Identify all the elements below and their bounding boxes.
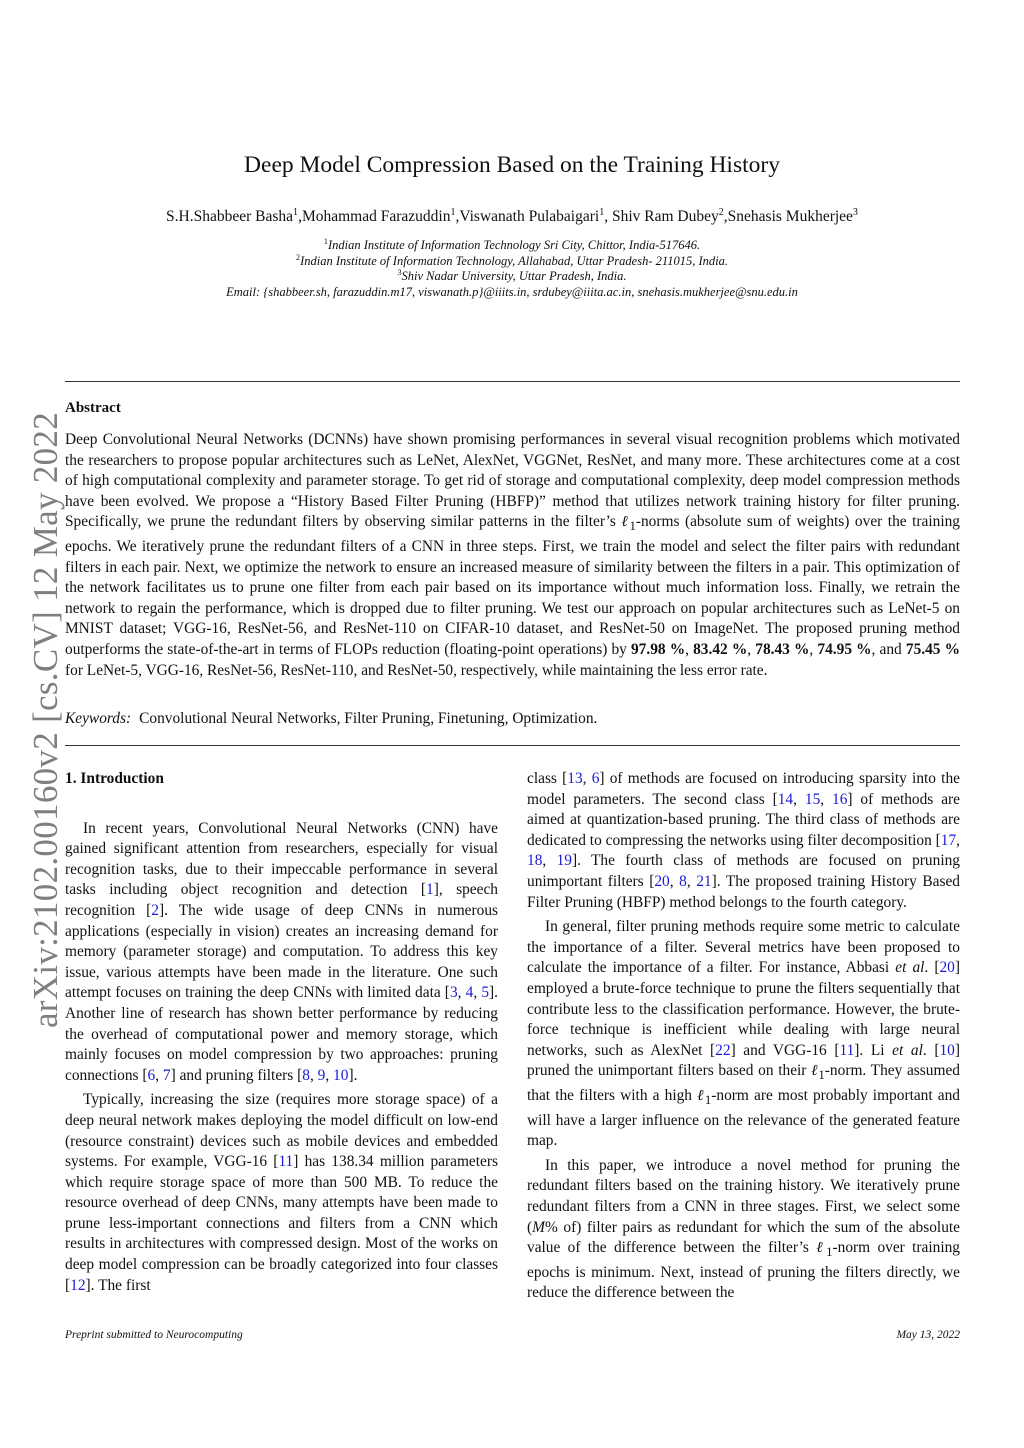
affiliation-marker: 1	[293, 206, 299, 218]
citation-link[interactable]: 20	[939, 959, 955, 977]
author-name: , Shiv Ram Dubey	[604, 208, 719, 225]
text: ] and pruning filters [	[170, 1066, 303, 1084]
affiliation-line	[0, 254, 1024, 270]
separator: ,	[747, 641, 756, 659]
flops-reduction-resnet56: 78.43 %	[755, 641, 810, 659]
affiliations	[0, 238, 1024, 300]
affiliation-marker: 3	[852, 206, 858, 218]
text: ], speech recognition [	[65, 881, 498, 919]
abstract-heading: Abstract	[65, 400, 121, 416]
ell-symbol: ℓ	[811, 1062, 819, 1080]
citation-link[interactable]: 20	[654, 872, 670, 890]
abstract-text: Deep Convolutional Neural Networks (DCNNs) have shown promising performances in several visual recognition problems which motivated the researchers to propose popular architectures such as LeNet, AlexNet, VGGNet, ResNet, and many more. These architectures come at a cost of high computational complexity and parameter storage. To get rid of storage and computational complexity, deep model compression methods have been evolved. We propose a “History Based Filter Pruning (HBFP)” method that utilizes network training history for filter pruning. Specifically, we prune the redundant filters by observing similar patterns in the filter’s	[65, 431, 960, 531]
citation-link[interactable]: 5	[481, 984, 490, 1002]
text: Typically, increasing the size (requires more storage space) of a deep neural network makes deploying the model difficult on low-end (resource constraint) devices such as mobile devices and embedded systems. For example, VGG-16 [	[65, 1091, 498, 1171]
text: . [	[922, 1041, 940, 1059]
intro-paragraph-3	[527, 769, 960, 913]
text: In general, filter pruning methods require some metric to calculate the importance of a filter. Several metrics have been proposed to calculate the importance of a filter. For instance, Abbasi	[527, 918, 960, 977]
flops-reduction-resnet50: 75.45 %	[905, 641, 961, 659]
text: ].	[348, 1066, 358, 1084]
affiliation-marker: 1	[323, 236, 328, 246]
email-line: Email: {shabbeer.sh, farazuddin.m17, viswanath.p}@iiits.in, srdubey@iiita.ac.in, snehasis.mukherjee@snu.edu.in	[226, 284, 798, 299]
text: ,	[309, 1066, 318, 1084]
ell-subscript: 1	[826, 1245, 833, 1260]
text: ,	[473, 984, 482, 1002]
separator: ,	[685, 641, 694, 659]
flops-reduction-lenet5: 97.98 %	[630, 641, 686, 659]
text: ] of methods are aimed at quantization-based pruning. The third class of methods are dedicated to compressing the networks using filter decomposition [	[527, 790, 960, 849]
citation-link[interactable]: 13	[567, 770, 583, 787]
citation-link[interactable]: 12	[70, 1276, 86, 1294]
citation-link[interactable]: 18	[527, 852, 543, 870]
section-heading-introduction: 1. Introduction	[65, 770, 164, 787]
footer-journal: Preprint submitted to Neurocomputing	[65, 1329, 243, 1341]
top-rule	[65, 381, 960, 382]
affiliation-text: Indian Institute of Information Technology, Allahabad, Uttar Pradesh- 211015, India.	[300, 253, 728, 268]
affiliation-marker: 1	[450, 206, 456, 218]
text: ]. The proposed training History Based Filter Pruning (HBFP) method belongs to the fourth category.	[527, 872, 961, 911]
affiliation-text: Shiv Nadar University, Uttar Pradesh, India.	[401, 269, 627, 283]
left-column	[65, 769, 498, 1300]
text: ] employed a brute-force technique to prune the filters sequentially that contribute less to the classification performance. However, the brute-force technique is inefficient while dealing with large neural networks, such as AlexNet [	[527, 959, 960, 1059]
text: ,	[669, 872, 680, 890]
ell-subscript: 1	[629, 519, 636, 534]
intro-paragraph-4	[527, 917, 960, 1152]
et-al: et al	[892, 1041, 923, 1059]
text: In this paper, we introduce a novel method for pruning the redundant filters based on the training history. We iteratively prune redundant filters from a CNN in three stages. First, we select some (	[527, 1156, 960, 1236]
citation-link[interactable]: 22	[715, 1041, 731, 1059]
citation-link[interactable]: 9	[317, 1066, 326, 1084]
keywords	[65, 709, 960, 730]
abstract-body	[65, 430, 960, 681]
citation-link[interactable]: 19	[556, 852, 572, 870]
citation-link[interactable]: 3	[449, 984, 458, 1002]
text: ]. Another line of research has shown better performance by reducing the overhead of computational power and memory storage, which mainly focuses on model compression by two approaches: pruning connections [	[65, 984, 498, 1084]
citation-link[interactable]: 21	[696, 872, 712, 890]
text: ,	[325, 1066, 334, 1084]
citation-link[interactable]: 15	[804, 790, 821, 808]
text: ,	[155, 1066, 163, 1084]
text: -norm are most probably important and will have a larger influence on the relevance of the generated feature map.	[527, 1086, 961, 1150]
citation-link[interactable]: 16	[832, 790, 848, 808]
citation-link[interactable]: 4	[465, 984, 474, 1002]
separator: ,	[809, 641, 818, 659]
ell-symbol: ℓ	[816, 1239, 827, 1257]
affiliation-marker: 2	[296, 252, 301, 262]
intro-paragraph-5	[527, 1156, 960, 1304]
text: In recent years, Convolutional Neural Networks (CNN) have gained significant attention from researchers, especially for visual recognition tasks, due to their impeccable performance in several tasks including object recognition and detection [	[65, 819, 498, 899]
citation-link[interactable]: 1	[426, 881, 434, 899]
citation-link[interactable]: 10	[333, 1066, 349, 1084]
bottom-rule	[65, 745, 960, 746]
affiliation-marker: 2	[718, 206, 724, 218]
text: ]. Li	[854, 1041, 893, 1059]
abstract-text: for LeNet-5, VGG-16, ResNet-56, ResNet-110, and ResNet-50, respectively, while maintaining the less error rate.	[65, 661, 768, 679]
citation-link[interactable]: 8	[679, 872, 687, 890]
affiliation-line	[0, 269, 1024, 285]
text: ] has 138.34 million parameters which require storage space of more than 500 MB. To reduce the resource overhead of deep CNNs, many attempts have been made to prune less-important connections and filters from a CNN which results in architectures with compressed design. Most of the works on deep model compression can be broadly categorized into four classes [	[65, 1153, 498, 1294]
keywords-label: Keywords:	[65, 710, 132, 727]
text: ,	[457, 984, 466, 1002]
keywords-text: Convolutional Neural Networks, Filter Pruning, Finetuning, Optimization.	[139, 710, 598, 727]
paper-title: Deep Model Compression Based on the Training History	[244, 152, 780, 178]
citation-link[interactable]: 11	[278, 1153, 294, 1171]
author-name: ,Mohammad Farazuddin	[298, 208, 451, 225]
arxiv-identifier-stamp: arXiv:2102.00160v2 [cs.CV] 12 May 2022	[26, 411, 65, 1029]
ell-subscript: 1	[704, 1093, 712, 1108]
citation-link[interactable]: 7	[162, 1066, 171, 1084]
abstract-text: -norms (absolute sum of weights) over the training epochs. We iteratively prune the redundant filters of a CNN in three steps. First, we train the model and select the filter pairs with redundant filters in each pair. Next, we optimize the network to ensure an increased measure of similarity between the filters in a pair. This optimization of the network facilitates us to prune one filter from each pair based on its importance without much information loss. Finally, we retrain the network to regain the performance, which is dropped due to filter pruning. We test our approach on popular architectures such as LeNet-5 on MNIST dataset; VGG-16, ResNet-56, and ResNet-110 on CIFAR-10 dataset, and ResNet-50 on ImageNet. The proposed pruning method outperforms the state-of-the-art in terms of FLOPs reduction (floating-point operations) by	[65, 513, 960, 659]
text: class [	[527, 770, 568, 787]
author-name: S.H.Shabbeer Basha	[166, 208, 294, 225]
author-list	[0, 205, 1024, 229]
text: ,	[956, 831, 960, 849]
footer-date: May 13, 2022	[896, 1329, 960, 1341]
flops-reduction-vgg16: 83.42 %	[693, 641, 748, 659]
intro-paragraph-1	[65, 819, 498, 1087]
separator: , and	[871, 641, 906, 659]
citation-link[interactable]: 6	[591, 770, 600, 787]
citation-link[interactable]: 14	[777, 790, 794, 808]
intro-paragraph-2	[65, 1090, 498, 1296]
citation-link[interactable]: 10	[939, 1041, 955, 1059]
text: ,	[542, 852, 557, 870]
text: ]. The wide usage of deep CNNs in numerous applications (especially in vision) creates an increasing demand for memory (parameter storage) and computation. To address this key issue, various attempts have been made in the literature. One such attempt focuses on training the deep CNNs with limited data [	[65, 901, 498, 1002]
author-name: ,Viswanath Pulabaigari	[455, 208, 600, 225]
text: ,	[820, 790, 833, 808]
math-variable-m: M	[532, 1218, 545, 1236]
affiliation-line	[0, 238, 1024, 254]
affiliation-text: Indian Institute of Information Technology Sri City, Chittor, India-517646.	[327, 238, 701, 252]
citation-link[interactable]: 2	[151, 901, 159, 919]
text: ]. The first	[85, 1276, 151, 1294]
right-column	[527, 769, 960, 1308]
text: ] and VGG-16 [	[730, 1041, 840, 1059]
text: ] pruned the unimportant filters based on their	[527, 1041, 960, 1080]
ell-symbol: ℓ	[697, 1086, 705, 1104]
text: ,	[582, 770, 592, 787]
text: -norm. They assumed that the filters with a high	[527, 1062, 960, 1104]
citation-link[interactable]: 17	[940, 831, 957, 849]
flops-reduction-resnet110: 74.95 %	[817, 641, 872, 659]
text: ,	[793, 790, 805, 808]
author-name: ,Snehasis Mukherjee	[723, 208, 853, 225]
et-al: et al	[895, 959, 925, 977]
citation-link[interactable]: 8	[302, 1066, 310, 1084]
text: ]. The fourth class of methods are focused on pruning unimportant filters [	[527, 852, 960, 890]
citation-link[interactable]: 6	[147, 1066, 156, 1084]
affiliation-marker: 3	[397, 267, 402, 277]
text: . [	[924, 959, 940, 977]
text: ,	[686, 872, 697, 890]
affiliation-marker: 1	[599, 206, 605, 218]
text: -norm over training epochs is minimum. Next, instead of pruning the filters directly, we reduce the difference between the	[527, 1239, 961, 1302]
text: % of) filter pairs as redundant for which the sum of the absolute value of the difference between the filter’s	[527, 1218, 960, 1257]
citation-link[interactable]: 11	[839, 1041, 855, 1059]
ell-subscript: 1	[818, 1068, 825, 1083]
ell-symbol: ℓ	[621, 513, 630, 531]
text: ] of methods are focused on introducing sparsity into the model parameters. The second class [	[527, 770, 960, 808]
